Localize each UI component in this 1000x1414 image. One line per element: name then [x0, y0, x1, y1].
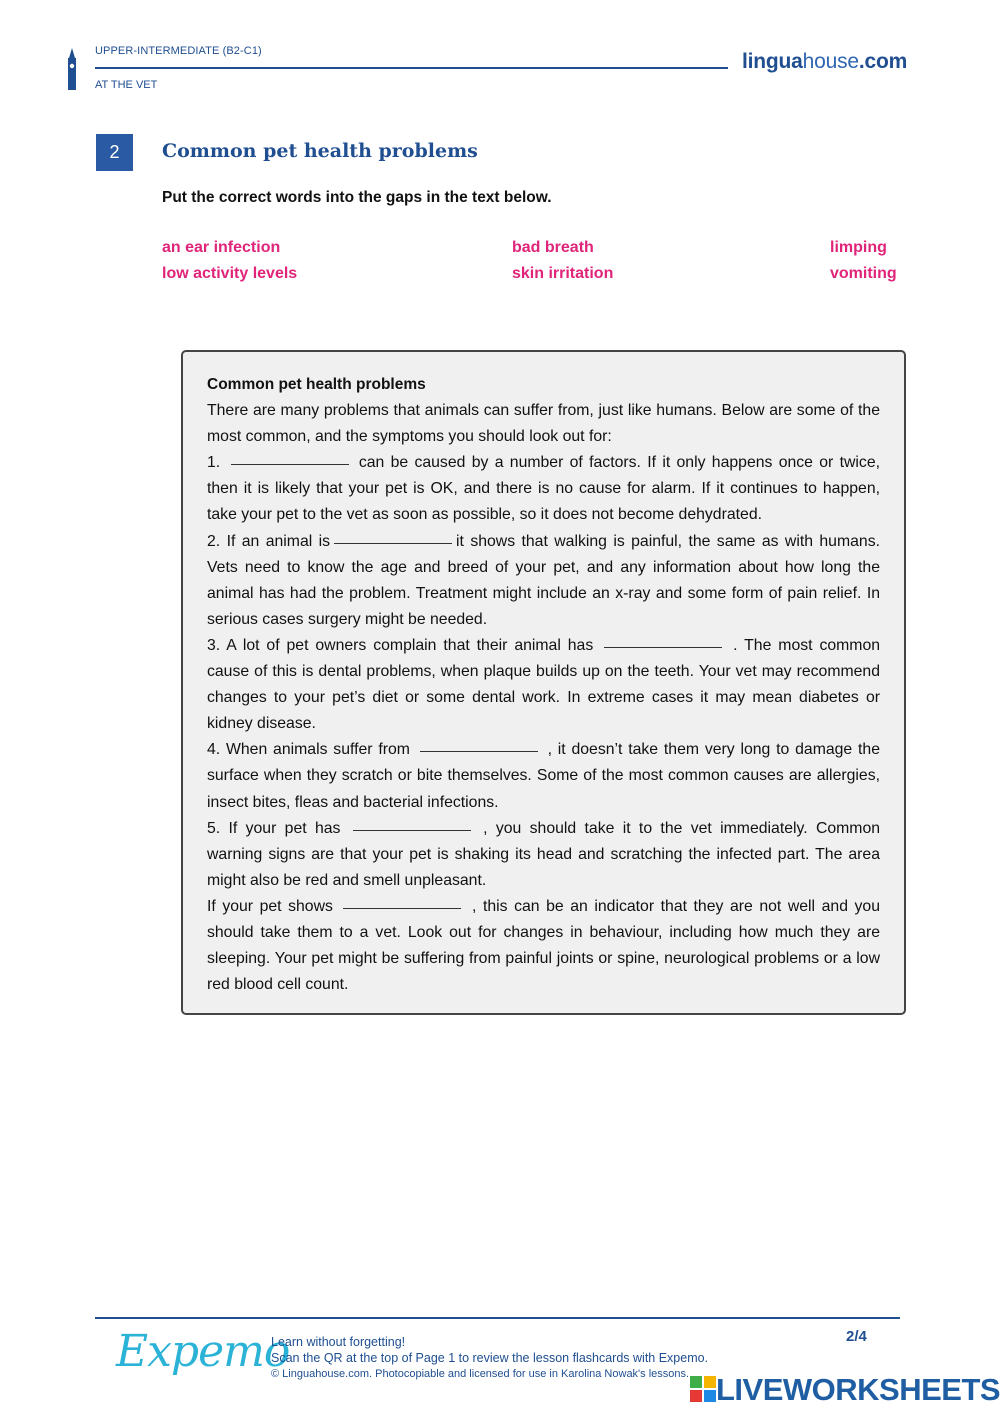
- gap-input-2[interactable]: [334, 542, 452, 544]
- expemo-logo[interactable]: Expemo: [116, 1326, 290, 1377]
- item-text: 3. A lot of pet owners complain that their animal has: [207, 636, 594, 654]
- topic-label: AT THE VET: [95, 79, 158, 91]
- footer-copyright: © Linguahouse.com. Photocopiable and licensed for use in Karolina Nowak's lessons.: [271, 1368, 690, 1380]
- word-bank-item: vomiting: [830, 265, 897, 282]
- word-bank-item: bad breath: [512, 239, 594, 256]
- brand-bold: lingua: [742, 50, 803, 73]
- section-number: 2: [96, 134, 133, 171]
- item-text: 4. When animals suffer from: [207, 741, 410, 759]
- passage-item-4: [207, 737, 880, 815]
- passage-item-1: [207, 450, 880, 528]
- brand-light: house: [802, 50, 859, 73]
- word-bank-item: limping: [830, 239, 887, 256]
- section-title: Common pet health problems: [162, 140, 478, 162]
- passage-item-2: [207, 529, 880, 633]
- brand-suffix: .com: [858, 50, 908, 73]
- header-divider: [95, 67, 728, 69]
- item-text: 2. If an animal is: [207, 532, 331, 550]
- item-text: , this can be an indicator that they are not well and you should take them to a vet. Look out for changes in behaviour, including how much they are sleeping. Your pet might be suffering from painful joints or spine, neurological problems or a low red blood cell count.: [207, 897, 881, 994]
- big-ben-icon: [64, 48, 80, 90]
- gap-input-1[interactable]: [231, 463, 349, 465]
- linguahouse-logo[interactable]: [742, 50, 907, 74]
- instruction: Put the correct words into the gaps in the text below.: [162, 189, 552, 206]
- gap-input-6[interactable]: [343, 907, 461, 909]
- item-text: 5. If your pet has: [207, 819, 341, 837]
- item-text: it shows that walking is painful, the same as with humans. Vets need to know the age and breed of your pet, and any information about how long the animal has had the problem. Treatment might include an x-ray and some form of pain relief. In serious cases surgery might be needed.: [207, 532, 880, 628]
- footer-divider: [95, 1317, 900, 1319]
- item-text: , it doesn’t take them very long to damage the surface when they scratch or bite themselves. Some of the most common causes are allergies, insect bites, fleas and bacterial infections.: [207, 741, 880, 811]
- passage-box: [181, 350, 906, 1015]
- item-text: , you should take it to the vet immediately. Common warning signs are that your pet is shaking its head and scratching the infected part. The area might also be red and smell unpleasant.: [207, 819, 881, 889]
- gap-input-4[interactable]: [420, 750, 538, 752]
- passage-title: Common pet health problems: [207, 376, 426, 393]
- gap-input-3[interactable]: [604, 646, 722, 648]
- passage-item-3: [207, 633, 880, 737]
- level-label: UPPER-INTERMEDIATE (B2-C1): [95, 45, 262, 57]
- footer-qr-note: Scan the QR at the top of Page 1 to review the lesson flashcards with Expemo.: [271, 1351, 709, 1365]
- passage-item-5: [207, 816, 880, 894]
- word-bank-item: low activity levels: [162, 265, 298, 282]
- passage-intro: There are many problems that animals can suffer from, just like humans. Below are some of the most common, and the symptoms you should look out for:: [207, 402, 880, 446]
- passage-item-6: [207, 894, 880, 998]
- liveworksheets-logo[interactable]: LIVEWORKSHEETS: [716, 1372, 1000, 1407]
- item-text: . The most common cause of this is dental problems, when plaque builds up on the teeth. Your vet may recommend changes to your pet’s diet or some dental work. In extreme cases it may mean diabetes or kidney disease.: [207, 636, 881, 733]
- footer-tagline: Learn without forgetting!: [271, 1335, 406, 1349]
- word-bank-item: skin irritation: [512, 265, 614, 282]
- page-number: 2/4: [846, 1328, 867, 1345]
- item-text: If your pet shows: [207, 897, 333, 915]
- gap-input-5[interactable]: [353, 829, 471, 831]
- item-text: 1.: [207, 454, 221, 472]
- word-bank-item: an ear infection: [162, 239, 281, 256]
- item-text: can be caused by a number of factors. If it only happens once or twice, then it is likely that your pet is OK, and there is no cause for alarm. If it continues to happen, take your pet to the vet as soon as possible, so it does not become dehydrated.: [207, 454, 881, 524]
- liveworksheets-icon: [690, 1376, 716, 1402]
